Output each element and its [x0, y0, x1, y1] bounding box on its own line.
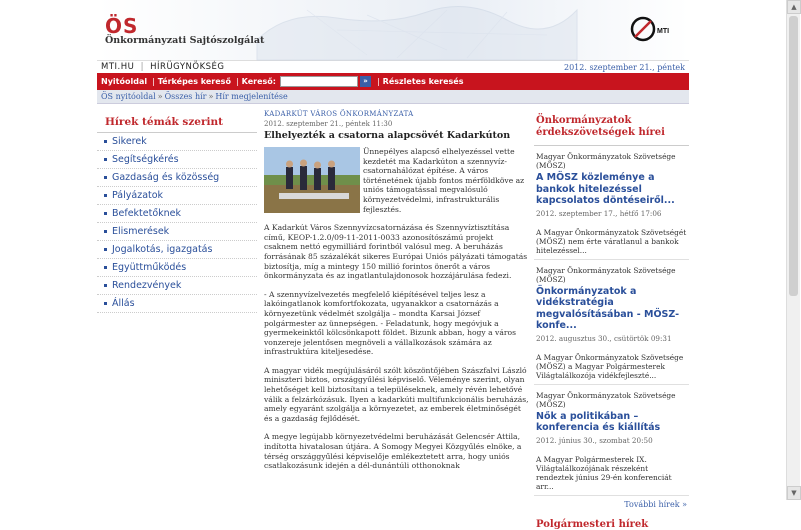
topic-item-palyazatok[interactable] [97, 187, 257, 205]
mti-logo-icon[interactable] [629, 14, 677, 44]
news-title-link[interactable]: Nők a politikában – konferencia és kiállítás [536, 410, 661, 433]
topic-item-gazdasag[interactable] [97, 169, 257, 187]
article-paragraph: - A szennyvízelvezetés megfelelő kiépítésével teljes lesz a lakóingatlanok komfortfokozata, ugyanakkor a csatornázás a környezetünk védelmét szolgálja – mondta Karsai József polgármester az ünnepségen. - Feladatunk, hogy megóvjuk a gyermekeinktől kölcsönkapott földet. Bizunk abban, hogy a város vonzereje jelentősen megnöveli a vállalkozások számára az infrastruktúra kiteljesedése. [264, 289, 516, 357]
toolbar-separator: | [152, 77, 155, 86]
topic-label: Elismerések [112, 226, 170, 237]
os-logo[interactable]: ÖS [105, 14, 139, 38]
bullet-icon [104, 212, 107, 215]
topic-label: Sikerek [112, 136, 147, 147]
news-title-link[interactable]: A MÖSZ közleménye a bankok hitelezéssel kapcsolatos döntéseiről... [536, 172, 675, 206]
association-news-heading: Önkormányzatok érdekszövetségek hírei [534, 110, 689, 146]
article-title: Elhelyezték a csatorna alapcsövét Kadarkúton [264, 130, 511, 141]
news-excerpt: A Magyar Polgármesterek IX. Világtalálkozójának részeként rendeztek június 29-én konferenciát arr... [536, 454, 672, 491]
mti-logo-text: MTI [657, 28, 670, 35]
article-paragraph: A Kadarkút Város Szennyvízcsatornázása és Szennyvíztisztítása című, KEOP-1.2.0/09-11-2011-0033 azonosítószámú projekt csaknem nettó egymilliárd forintból valósul meg. A beruházás forrásának 85 százalékát sikeres Európai Uniós pályázati támogatás biztosítja, míg a mintegy 150 millió forintos önerőt a város önkormányzata és az ingatlantulajdonosok hozzájárulása fedezi. [264, 223, 528, 281]
topic-item-jogalkotas[interactable] [97, 241, 257, 259]
topic-label: Együttműködés [112, 262, 187, 273]
news-excerpt: A Magyar Önkormányzatok Szövetsége (MÖSZ) a Magyar Polgármesterek Világtalálkozója vidékfejleszté... [536, 352, 684, 380]
detailed-search-link[interactable]: Részletes keresés [382, 77, 464, 86]
topic-item-befektetoknek[interactable] [97, 205, 257, 223]
topic-label: Rendezvények [112, 280, 182, 291]
news-excerpt: A Magyar Önkormányzatok Szövetségét (MÖSZ) nem érte váratlanul a bankok hitelezéssel... [536, 227, 687, 255]
topic-item-segitsegkeres[interactable] [97, 151, 257, 169]
topics-sidebar [97, 110, 257, 313]
breadcrumb-current: Hír megjelenítése [215, 92, 288, 101]
topic-label: Pályázatok [112, 190, 164, 201]
article-category[interactable]: KADARKÚT VÁROS ÖNKORMÁNYZATA [264, 110, 414, 118]
more-news-link[interactable]: További hírek » [624, 499, 687, 509]
breadcrumb-home[interactable]: ÖS nyitóoldal [101, 92, 156, 101]
bullet-icon [104, 194, 107, 197]
search-label: Kereső: [241, 77, 276, 86]
bullet-icon [104, 248, 107, 251]
bullet-icon [104, 284, 107, 287]
article-paragraph: A magyar vidék megújulásáról szólt köszöntőjében Szászfalvi László miniszteri biztos, országgyűlési képviselő. Véleménye szerint, olyan lehetőséget kell biztosítani a településeknek, amely révén lehetővé válik a felzárkózásuk. Ilyen a kadarkúti multifunkcionális beruházás, amely egyaránt szolgálja a környezetet, az emberek életminőségét és a gazdaság fejlődését. [264, 365, 529, 423]
article-photo [264, 147, 360, 213]
toolbar-separator: | [235, 77, 239, 86]
nav-hirugynokseg[interactable]: HÍRÜGYNÖKSÉG [150, 62, 225, 72]
news-title-link[interactable]: Önkormányzatok a vidékstratégia megvalósításában - MÖSZ-konfe... [536, 285, 680, 331]
bullet-icon [104, 158, 107, 161]
news-item [534, 385, 689, 496]
topic-label: Befektetőknek [112, 208, 182, 219]
scroll-up-icon[interactable]: ▲ [787, 0, 801, 14]
article-lead: Ünnepélyes alapcső elhelyezéssel vette kezdetét ma Kadarkúton a szennyvíz-csatornahálózat építése. A város történetének újabb fontos mérföldköve az uniós támogatással megvalósuló környezetvédelmi, infrastrukturális fejlesztés. [363, 147, 525, 214]
map-background [247, 0, 587, 60]
breadcrumb-all-news[interactable]: Összes hír [164, 92, 207, 101]
search-input[interactable] [280, 76, 358, 87]
content-columns [97, 104, 689, 530]
nav-mti-hu[interactable]: MTI.HU [101, 62, 135, 72]
news-item [534, 260, 689, 385]
news-source: Magyar Önkormányzatok Szövetsége (MÖSZ) [536, 265, 676, 284]
news-date: 2012. június 30., szombat 20:50 [536, 435, 653, 445]
masthead [97, 0, 689, 60]
news-item [534, 146, 689, 260]
article-datetime: 2012. szeptember 21., péntek 11:30 [264, 120, 393, 128]
topic-item-egyuttmukodes[interactable] [97, 259, 257, 277]
news-date: 2012. augusztus 30., csütörtök 09:31 [536, 333, 672, 343]
nav-separator: | [140, 62, 144, 72]
article-paragraph: A megye legújabb környezetvédelmi beruházását Gelencsér Attila, indította hivatalosan útjára. A Somogy Megyei Közgyűlés elnöke, a térség országgyűlési képviselője emlékeztetett arra, hogy uniós csatlakozásunk idején a dél-dunántúli otthonoknak [264, 432, 522, 471]
breadcrumb [97, 90, 689, 104]
home-link[interactable]: Nyitóoldal [101, 77, 148, 86]
topic-label: Segítségkérés [112, 154, 179, 165]
bullet-icon [104, 302, 107, 305]
breadcrumb-separator: » [157, 92, 163, 101]
topics-heading: Hírek témák szerint [97, 110, 257, 133]
photo-illustration [264, 147, 360, 213]
site-subtitle: Önkormányzati Sajtószolgálat [105, 35, 265, 46]
news-date: 2012. szeptember 17., hétfő 17:06 [536, 208, 662, 218]
bullet-icon [104, 140, 107, 143]
mayor-news-heading: Polgármesteri hírek [536, 518, 649, 530]
topic-item-allas[interactable] [97, 295, 257, 313]
bullet-icon [104, 176, 107, 179]
bullet-icon [104, 230, 107, 233]
news-source: Magyar Önkormányzatok Szövetsége (MÖSZ) [536, 152, 676, 170]
scroll-down-icon[interactable]: ▼ [787, 486, 801, 500]
article [264, 110, 529, 480]
news-source: Magyar Önkormányzatok Szövetsége (MÖSZ) [536, 390, 676, 409]
topic-item-sikerek[interactable] [97, 133, 257, 151]
topic-label: Gazdaság és közösség [112, 172, 220, 183]
search-go-button[interactable]: » [360, 76, 371, 87]
bullet-icon [104, 266, 107, 269]
scrollbar-thumb[interactable] [789, 16, 798, 296]
topic-item-rendezvenyek[interactable] [97, 277, 257, 295]
breadcrumb-separator: » [208, 92, 214, 101]
association-news-sidebar [534, 110, 689, 530]
topic-label: Állás [112, 298, 135, 309]
red-toolbar [97, 73, 689, 90]
topic-item-elismeresek[interactable] [97, 223, 257, 241]
toolbar-separator: | [376, 77, 380, 86]
top-navigation [97, 60, 689, 73]
vertical-scrollbar[interactable] [786, 0, 800, 500]
map-search-link[interactable]: Térképes kereső [157, 77, 231, 86]
current-date: 2012. szeptember 21., péntek [564, 62, 685, 72]
topic-label: Jogalkotás, igazgatás [112, 244, 213, 255]
page [97, 0, 689, 530]
